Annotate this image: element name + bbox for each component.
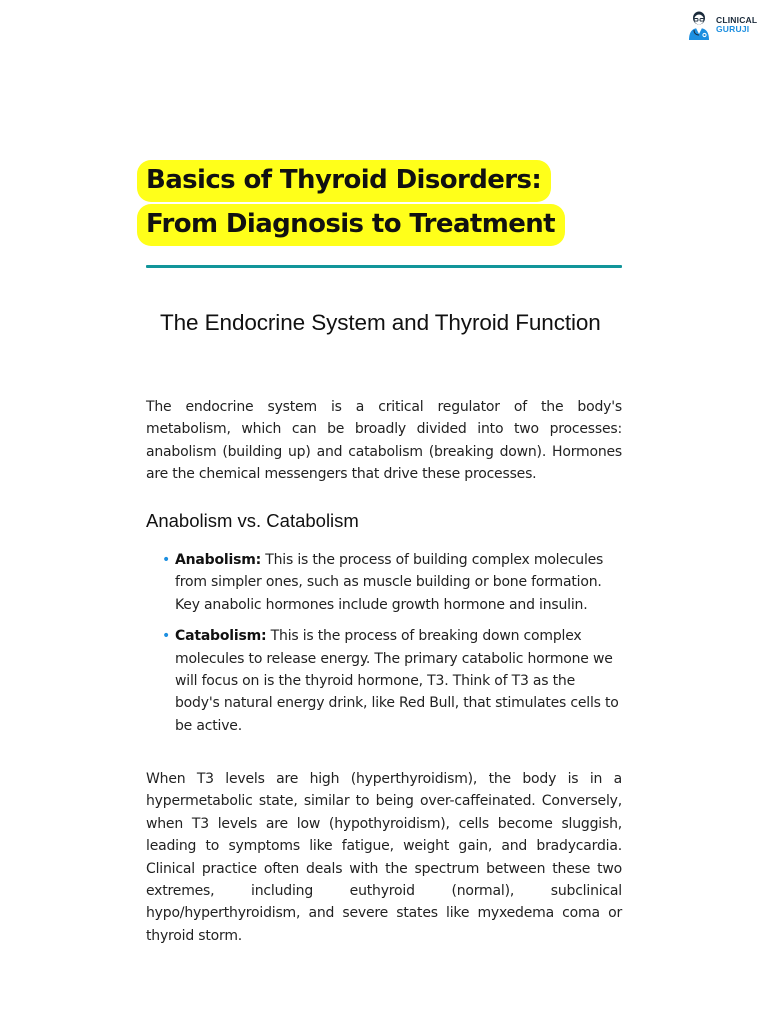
section-heading: The Endocrine System and Thyroid Function [160, 310, 601, 335]
logo-line-2: GURUJI [716, 24, 750, 34]
bullet-term: Anabolism: [175, 552, 262, 568]
bullet-text: This is the process of building complex molecules from simpler ones, such as muscle building or bone formation. Key anabolic hormones include growth hormone and insulin. [175, 552, 604, 613]
list-item [162, 549, 622, 616]
document-title [137, 160, 637, 248]
brand-logo [686, 9, 757, 41]
bullet-text: This is the process of breaking down complex molecules to release energy. The primary catabolic hormone we will focus on is the thyroid hormone, T3. Think of T3 as the body's natural energy drink, like Red Bull, that stimulates cells to be active. [175, 628, 619, 734]
logo-wordmark [716, 16, 757, 34]
bullet-icon: • [162, 552, 171, 568]
bullet-term: Catabolism: [175, 628, 267, 645]
subsection-heading: Anabolism vs. Catabolism [146, 510, 359, 531]
doctor-avatar-icon [686, 9, 712, 41]
bullet-list [162, 549, 622, 746]
list-item [162, 625, 622, 737]
title-line-1: Basics of Thyroid Disorders: [137, 160, 551, 202]
intro-paragraph: The endocrine system is a critical regulator of the body's metabolism, which can be broadly divided into two processes: anabolism (building up) and catabolism (breaking down). Hormones are the chemical messengers that drive these processes. [146, 399, 622, 483]
title-divider [146, 265, 622, 268]
bullet-icon: • [162, 628, 171, 645]
closing-paragraph: When T3 levels are high (hyperthyroidism), the body is in a hypermetabolic state, similar to being over-caffeinated. Conversely, when T3 levels are low (hypothyroidism), cells become sluggish, leading to symptoms like fatigue, weight gain, and bradycardia. Clinical practice often deals with the spectrum between these two extremes, including euthyroid (normal), subclinical hypo/hyperthyroidism, and severe states like myxedema coma or thyroid storm. [146, 771, 622, 944]
title-line-2: From Diagnosis to Treatment [137, 204, 565, 246]
logo-line-1: CLINICAL [716, 15, 758, 25]
